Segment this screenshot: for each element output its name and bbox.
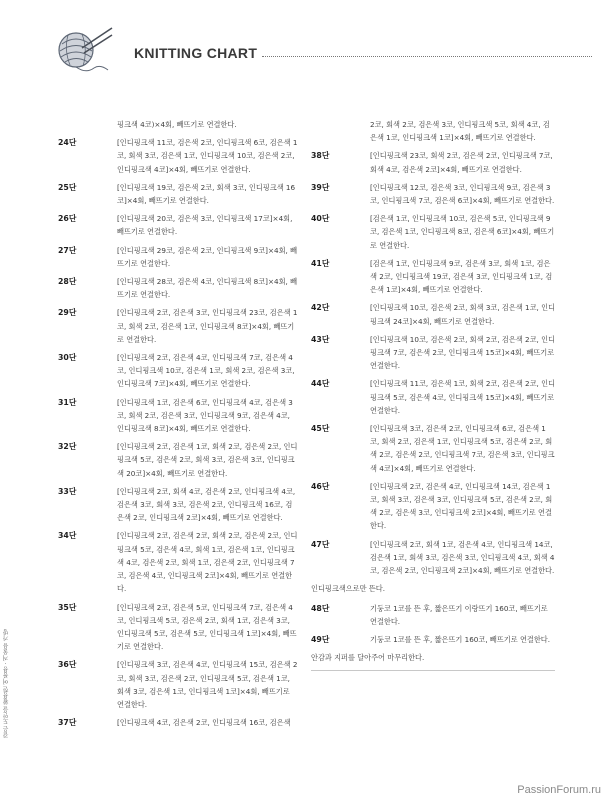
row-label: 45단 (311, 424, 330, 434)
pattern-row (58, 181, 298, 207)
row-label: 37단 (58, 718, 77, 728)
left-column (58, 118, 298, 734)
row-instruction: 기둥코 1코를 뜬 후, 짧은뜨기 160코, 빼뜨기로 연결한다. (370, 634, 551, 644)
row-label: 31단 (58, 397, 77, 407)
pattern-row (58, 485, 298, 525)
color-note: 인디핑크색으로만 뜬다. (311, 584, 386, 594)
row-label: 30단 (58, 353, 77, 363)
continued-text: 2코, 회색 2코, 검은색 3코, 인디핑크색 5코, 회색 4코, 검은색 1코, 인디핑크색 1코]×4회, 빼뜨기로 연결한다. (370, 120, 550, 143)
row-label: 41단 (311, 258, 330, 268)
pattern-row (311, 212, 555, 252)
row-label: 44단 (311, 379, 330, 389)
pattern-row (58, 351, 298, 391)
row-instruction: [인디핑크색 2코, 회색 4코, 검은색 2코, 인디핑크색 4코, 검은색 3코, 회색 3코, 검은색 2코, 인디핑크색 16코, 검은색 2코, 인디핑크색 2코]×4회, 빼뜨기로 연결한다. (117, 486, 296, 523)
row-label: 47단 (311, 539, 330, 549)
pattern-row (58, 306, 298, 346)
row-label: 34단 (58, 531, 77, 541)
row-instruction: [인디핑크색 2코, 검은색 4코, 인디핑크색 7코, 검은색 4코, 인디핑크색 10코, 검은색 1코, 회색 2코, 검은색 3코, 인디핑크색 7코]×4회, 빼뜨기로 연결한다. (117, 353, 295, 389)
page-header (52, 22, 592, 80)
row-instruction: [인디핑크색 28코, 검은색 4코, 인디핑크색 8코]×4회, 빼뜨기로 연결한다. (117, 277, 298, 300)
row-instruction: [인디핑크색 2코, 검은색 5코, 인디핑크색 7코, 검은색 4코, 인디핑크색 5코, 검은색 2코, 회색 1코, 검은색 3코, 인디핑크색 5코, 검은색 5코, 인디핑크색 1코]×4회, 빼뜨기로 연결한다. (117, 602, 297, 652)
pattern-row (311, 181, 555, 207)
page-title: KNITTING CHART (134, 45, 258, 61)
row-instruction: [인디핑크색 10코, 검은색 2코, 회색 2코, 검은색 2코, 인디핑크색 7코, 검은색 2코, 인디핑크색 15코]×4회, 빼뜨기로 연결한다. (370, 334, 556, 371)
row-label: 43단 (311, 334, 330, 344)
row-instruction: [검은색 1코, 인디핑크색 9코, 검은색 3코, 회색 1코, 검은색 2코, 인디핑크색 19코, 검은색 3코, 인디핑크색 1코, 검은색 1코]×4회, 빼뜨기로 연결한다. (370, 258, 553, 295)
pattern-row (311, 333, 555, 373)
row-label: 39단 (311, 182, 330, 192)
pattern-row (58, 212, 298, 238)
row-instruction: [인디핑크색 1코, 검은색 6코, 인디핑크색 4코, 검은색 3코, 회색 2코, 검은색 3코, 인디핑크색 9코, 검은색 4코, 인디핑크색 8코]×4회, 빼뜨기로 연결한다. (117, 397, 293, 434)
pattern-row (311, 301, 555, 327)
row-instruction: [인디핑크색 2코, 검은색 1코, 회색 2코, 검은색 2코, 인디핑크색 5코, 검은색 2코, 회색 3코, 검은색 3코, 인디핑크색 20코]×4회, 빼뜨기로 연결한다. (117, 442, 298, 478)
row-instruction: [인디핑크색 23코, 회색 2코, 검은색 2코, 인디핑크색 7코, 회색 4코, 검은색 2코]×4회, 빼뜨기로 연결한다. (370, 151, 553, 174)
row-instruction: [인디핑크색 3코, 검은색 4코, 인디핑크색 15코, 검은색 2코, 회색 3코, 검은색 2코, 인디핑크색 5코, 검은색 1코, 회색 3코, 검은색 1코, 인디핑크색 1코]×4회, 빼뜨기로 연결한다. (117, 660, 298, 709)
row-label: 49단 (311, 634, 330, 644)
end-divider (311, 670, 555, 671)
pattern-row (311, 480, 555, 533)
pattern-row (58, 529, 298, 595)
right-column (311, 118, 555, 671)
row-instruction: [인디핑크색 20코, 검은색 3코, 인디핑크색 17코]×4회, 빼뜨기로 연결한다. (117, 214, 293, 237)
row-label: 46단 (311, 481, 330, 491)
continued-text: 핑크색 4코)×4회, 빼뜨기로 연결한다. (117, 120, 237, 129)
pattern-row (58, 658, 298, 711)
row-label: 38단 (311, 151, 330, 161)
side-caption: 같은 도안을 활용한 여름용 · 겨울용 가방 (3, 628, 10, 738)
row-instruction: [검은색 1코, 인디핑크색 10코, 검은색 5코, 인디핑크색 9코, 검은색 1코, 인디핑크색 8코, 검은색 6코]×4회, 빼뜨기로 연결한다. (370, 214, 555, 250)
pattern-row (311, 602, 555, 628)
pattern-row (311, 538, 555, 578)
row-instruction: [인디핑크색 2코, 회색 1코, 검은색 4코, 인디핑크색 14코, 검은색 1코, 회색 3코, 검은색 3코, 인디핑크색 4코, 회색 4코, 검은색 2코, 인디핑크색 2코]×4회, 빼뜨기로 연결한다. (370, 539, 555, 576)
closing-note: 안감과 지퍼를 달아주어 마무리한다. (311, 653, 425, 663)
row-label: 24단 (58, 138, 77, 148)
row-instruction: [인디핑크색 4코, 검은색 2코, 인디핑크색 16코, 검은색 (117, 718, 291, 728)
row-label: 32단 (58, 442, 77, 452)
row-label: 25단 (58, 182, 77, 192)
row-instruction: [인디핑크색 12코, 검은색 3코, 인디핑크색 9코, 검은색 3코, 인디핑크색 7코, 검은색 6코]×4회, 빼뜨기로 연결한다. (370, 182, 555, 206)
row-label: 40단 (311, 214, 330, 224)
pattern-row (58, 716, 298, 729)
row-instruction: [인디핑크색 2코, 검은색 4코, 인디핑크색 14코, 검은색 1코, 회색 3코, 검은색 3코, 인디핑크색 5코, 검은색 2코, 회색 2코, 검은색 3코, 인디핑크색 2코]×4회, 빼뜨기로 연결한다. (370, 481, 553, 531)
row-instruction: [인디핑크색 2코, 검은색 3코, 인디핑크색 23코, 검은색 1코, 회색 2코, 검은색 1코, 인디핑크색 8코]×4회, 빼뜨기로 연결한다. (117, 308, 298, 344)
pattern-row (311, 257, 555, 297)
row-label: 28단 (58, 277, 77, 287)
watermark: PassionForum.ru (517, 784, 601, 796)
pattern-row (58, 440, 298, 480)
pattern-row (311, 422, 555, 475)
row-label: 42단 (311, 303, 330, 313)
row-label: 33단 (58, 486, 77, 496)
row-instruction: 기둥코 1코를 뜬 후, 짧은뜨기 이랑뜨기 160코, 빼뜨기로 연결한다. (370, 603, 548, 626)
header-divider (262, 56, 592, 57)
yarn-ball-icon (52, 22, 114, 78)
row-instruction: [인디핑크색 11코, 검은색 2코, 인디핑크색 6코, 검은색 1코, 회색 3코, 검은색 1코, 인디핑크색 10코, 검은색 2코, 인디핑크색 4코]×4회, 빼뜨기로 연결한다. (117, 138, 298, 174)
pattern-row (58, 244, 298, 270)
row-label: 36단 (58, 660, 77, 670)
pattern-row (311, 377, 555, 417)
row-instruction: [인디핑크색 19코, 검은색 2코, 회색 3코, 인디핑크색 16코]×4회, 빼뜨기로 연결한다. (117, 182, 296, 206)
row-label: 26단 (58, 214, 77, 224)
pattern-row (311, 633, 555, 646)
pattern-row (311, 149, 555, 175)
row-instruction: [인디핑크색 11코, 검은색 1코, 회색 2코, 검은색 2코, 인디핑크색 5코, 검은색 4코, 인디핑크색 15코]×4회, 빼뜨기로 연결한다. (370, 379, 556, 415)
row-instruction: [인디핑크색 2코, 검은색 2코, 회색 2코, 검은색 2코, 인디핑크색 5코, 검은색 4코, 회색 1코, 검은색 1코, 인디핑크색 4코, 검은색 2코, 회색 1코, 검은색 2코, 인디핑크색 7코, 검은색 4코, 인디핑크색 2코]×4회, 빼뜨기로 연결한다. (117, 531, 298, 594)
pattern-row (58, 601, 298, 654)
pattern-row (58, 136, 298, 176)
row-instruction: [인디핑크색 29코, 검은색 2코, 인디핑크색 9코]×4회, 빼뜨기로 연결한다. (117, 245, 298, 268)
row-label: 48단 (311, 603, 330, 613)
row-instruction: [인디핑크색 3코, 검은색 2코, 인디핑크색 6코, 검은색 1코, 회색 2코, 검은색 1코, 인디핑크색 5코, 검은색 2코, 회색 2코, 검은색 2코, 인디핑크색 7코, 검은색 3코, 인디핑크색 4코]×4회, 빼뜨기로 연결한다. (370, 424, 555, 473)
pattern-row (58, 275, 298, 301)
pattern-row (58, 396, 298, 436)
row-instruction: [인디핑크색 10코, 검은색 2코, 회색 3코, 검은색 1코, 인디핑크색 24코]×4회, 빼뜨기로 연결한다. (370, 303, 556, 326)
row-label: 29단 (58, 308, 77, 318)
row-label: 27단 (58, 245, 77, 255)
row-label: 35단 (58, 602, 77, 612)
